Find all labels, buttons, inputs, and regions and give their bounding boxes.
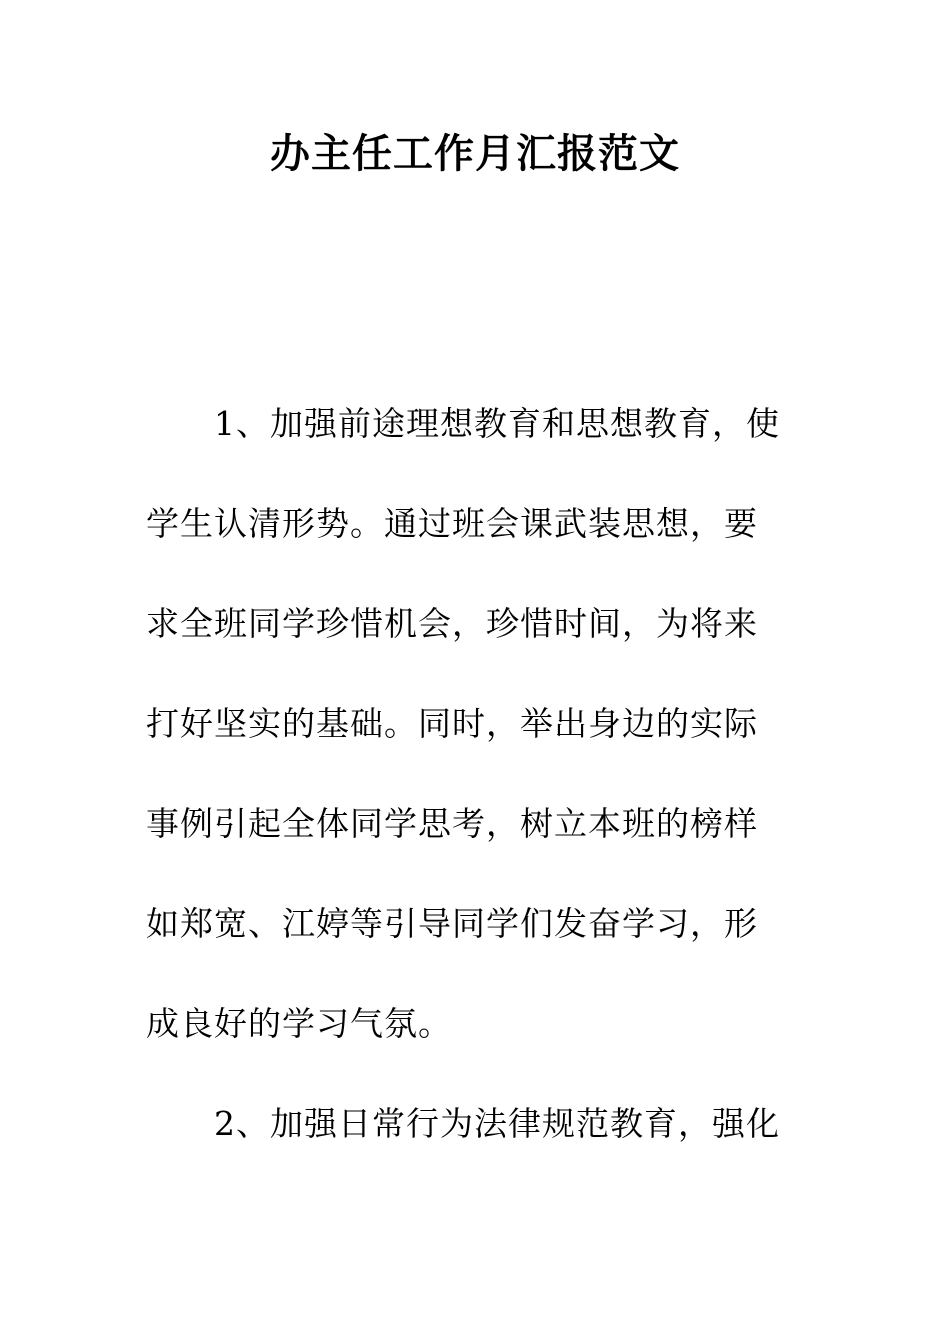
paragraph-line: 如郑宽、江婷等引导同学们发奋学习，形 [146, 904, 758, 943]
paragraph-line: 2、加强日常行为法律规范教育，强化 [214, 1104, 780, 1143]
paragraph-line: 学生认清形势。通过班会课武装思想，要 [146, 504, 758, 543]
document-title: 办主任工作月汇报范文 [270, 130, 680, 177]
paragraph-line: 事例引起全体同学思考，树立本班的榜样 [146, 804, 758, 843]
paragraph-line: 打好坚实的基础。同时，举出身边的实际 [146, 704, 758, 743]
paragraph-line: 求全班同学珍惜机会，珍惜时间，为将来 [146, 604, 758, 643]
paragraph-line: 成良好的学习气氛。 [146, 1004, 452, 1043]
paragraph-line: 1、加强前途理想教育和思想教育，使 [214, 404, 780, 443]
